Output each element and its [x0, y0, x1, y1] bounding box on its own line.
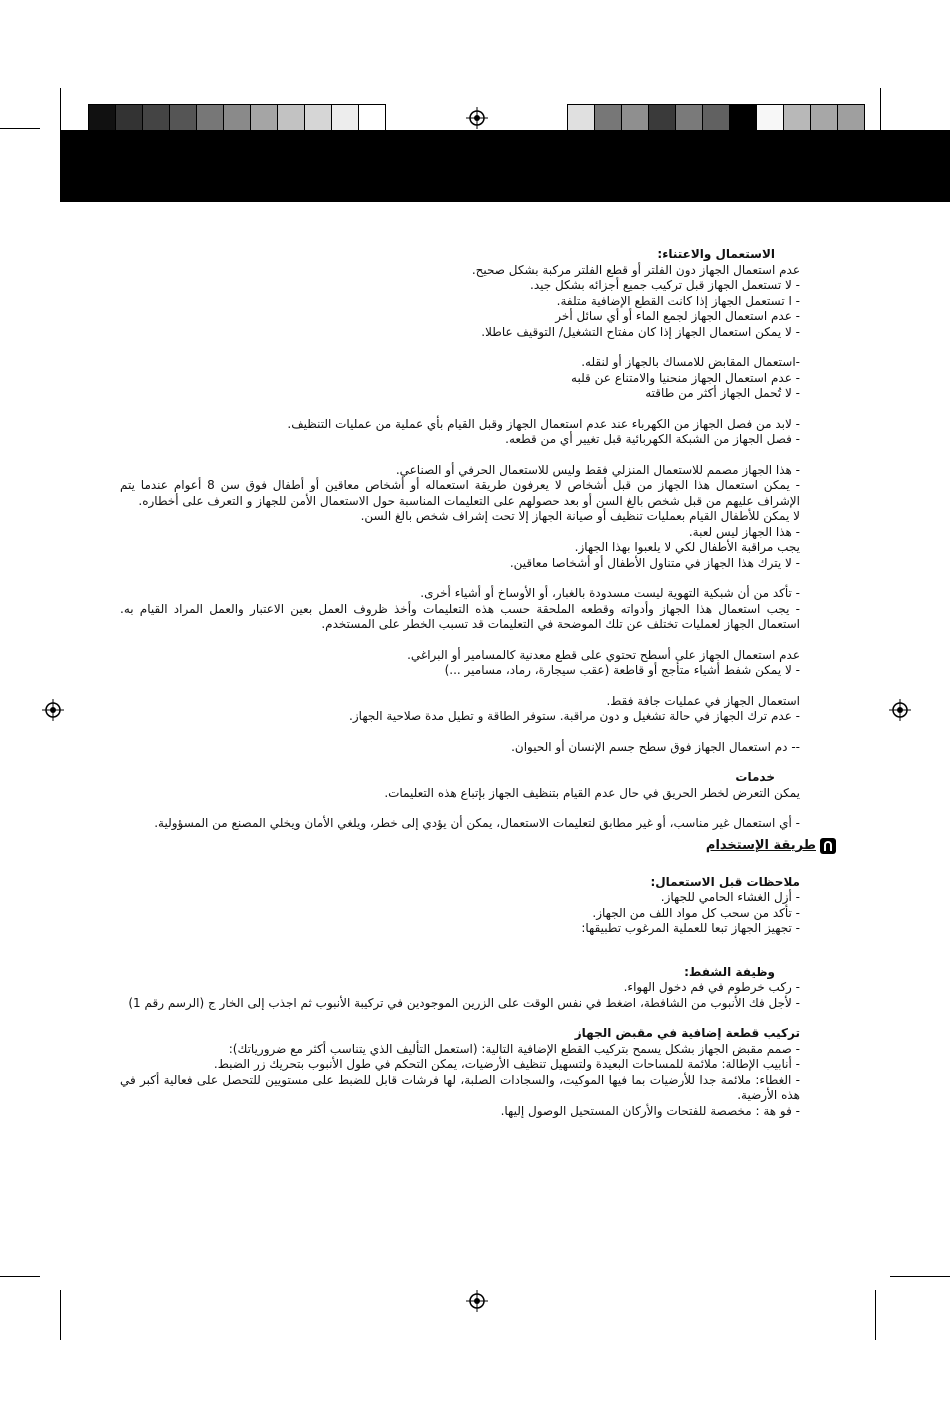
- paragraph: - لا يترك هذا الجهاز في متناول الأطفال أو أشخاصا معاقين.: [509, 555, 800, 570]
- crop-mark: [60, 88, 61, 130]
- paragraph: - فو هة : مخصصة للفتحات والأركان المستحيل الوصول إليها.: [500, 1103, 800, 1118]
- color-swatch: [595, 105, 622, 133]
- paragraph: - لا يمكن استعمال الجهاز إذا كان مفتاح التشغيل/ التوقيف عاطلا.: [481, 324, 800, 339]
- subsection-heading: تركيب قطعة إضافية في مقبض الجهاز: [574, 1026, 800, 1040]
- paragraph: - ركب خرطوم في فم دخول الهواء.: [623, 980, 800, 994]
- crop-mark: [60, 1290, 61, 1340]
- color-swatch: [197, 105, 224, 133]
- section-title: طريقة الإستخدام: [705, 837, 816, 853]
- paragraph: - أزل الغشاء الحامي للجهاز.: [660, 890, 800, 904]
- paragraph: -استعمال المقابض للامساك بالجهاز أو لنقله.: [581, 355, 800, 369]
- document-body: [120, 247, 816, 1119]
- color-swatch: [170, 105, 197, 133]
- color-swatch: [359, 105, 385, 133]
- paragraph: - لا تستعمل الجهاز قبل تركيب جميع أجزائه بشكل جيد.: [530, 278, 800, 292]
- paragraph: - أي استعمال غير مناسب، أو غير مطابق لتعليمات الاستعمال، يمكن أن يؤدي إلى خطر، ويلغي الأمان ويخلي المصنع من المسؤولية.: [154, 816, 800, 830]
- paragraph: - لابد من فصل الجهاز من الكهرباء عند عدم استعمال الجهاز وقبل القيام بأي عملية من عمليات التنظيف.: [287, 416, 800, 431]
- paragraph: - يجب استعمال هذا الجهاز وأدواته وقطعه الملحقة حسب هذه التعليمات وأخذ ظروف العمل بعين الاعتبار والعمل المراد القيام به. استعمال الجهاز لعمليات تختلف عن تلك الموضحة في التعليمات قد تسبب الخطر على المستخدم.: [120, 601, 800, 631]
- color-swatch: [568, 105, 595, 133]
- crop-mark: [0, 1276, 40, 1277]
- crop-mark: [880, 88, 881, 130]
- color-swatch: [143, 105, 170, 133]
- color-swatch: [838, 105, 864, 133]
- subsection-heading: وظيفة الشفط:: [684, 964, 775, 979]
- how-to-use-section: [120, 838, 836, 854]
- crop-mark: [875, 1290, 876, 1340]
- paragraph: - لأجل فك الأنبوب من الشافطة، اضغط في نفس الوقت على الزرين الموجودين في تركيبة الأنبوب ثم اجذب إلى الخار ج (الرسم رقم 1): [128, 995, 800, 1010]
- color-swatch: [757, 105, 784, 133]
- paragraph: - هذا الجهاز ليس لعبة.: [688, 524, 800, 539]
- paragraph: - لا تُحمل الجهاز أكثر من طاقته: [645, 386, 800, 400]
- color-swatch: [703, 105, 730, 133]
- paragraph: - أنابيب الإطالة: ملائمة للمساحات البعيدة ولتسهيل تنظيف الأرضيات، يمكن التحكم في طول الأنبوب بتحريك زر الضبط.: [213, 1057, 800, 1071]
- crop-mark: [890, 1276, 950, 1277]
- registration-mark-icon: [466, 1290, 488, 1312]
- paragraph: عدم استعمال الجهاز دون الفلتر أو قطع الفلتر مركبة بشكل صحيح.: [471, 262, 800, 277]
- color-swatch: [784, 105, 811, 133]
- paragraph: يجب مراقبة الأطفال لكي لا يلعبوا بهذا الجهاز.: [574, 540, 800, 554]
- color-swatch: [305, 105, 332, 133]
- paragraph: - يمكن استعمال هذا الجهاز من قبل أشخاص لا يعرفون طريقة استعماله أو أشخاص معاقين أو أطفال فوق سن 8 أعوام عندما يتم الإشراف عليهم من قبل شخص بالغ السن أو بعد حصولهم على التعليمات المناسبة حول الاستعمال الأمن للجهاز و التعرف على أخطاره.: [120, 478, 801, 508]
- paragraph: - لا يمكن شفط أشياء متأجج أو قاطعة (عقب سيجارة، رماد، مسامير ...): [444, 663, 800, 677]
- color-swatch: [116, 105, 143, 133]
- paragraph: - تجهيز الجهاز تبعا للعملية المرغوب تطبيقها:: [581, 921, 800, 935]
- paragraph: -- دم استعمال الجهاز فوق سطح جسم الإنسان أو الحيوان.: [511, 739, 800, 754]
- color-swatch: [89, 105, 116, 133]
- color-swatch: [730, 105, 757, 133]
- color-swatch: [224, 105, 251, 133]
- paragraph: - تأكد من سحب كل مواد اللف من الجهاز.: [592, 905, 800, 920]
- registration-mark-icon: [466, 107, 488, 129]
- paragraph: - عدم ترك الجهاز في حالة تشغيل و دون مراقبة. ستوفر الطاقة و تطيل مدة صلاحية الجهاز.: [349, 709, 800, 723]
- color-swatch: [622, 105, 649, 133]
- color-swatch: [649, 105, 676, 133]
- section-heading: خدمات: [735, 770, 775, 784]
- subsection-heading: ملاحظات قبل الاستعمال:: [650, 874, 800, 889]
- section-heading: الاستعمال والاعتناء:: [657, 247, 775, 261]
- crop-mark: [0, 128, 40, 129]
- color-swatch: [278, 105, 305, 133]
- registration-mark-icon: [889, 699, 911, 721]
- paragraph: - ا تستعمل الجهاز إذا كانت القطع الإضافية متلفة.: [556, 293, 800, 308]
- paragraph: - الغطاء: ملائمة جدا للأرضيات بما فيها الموكيت، والسجادات الصلبة، لها فرشات قابل للضبط على مستويين للتحصل على فعالية أكبر في هذه الأرضية.: [120, 1072, 800, 1102]
- color-swatch: [676, 105, 703, 133]
- paragraph: - عدم استعمال الجهاز منحنيا والامتناع عن قلبه: [571, 370, 800, 385]
- header-bar: [60, 130, 950, 202]
- color-swatch: [811, 105, 838, 133]
- paragraph: - فصل الجهاز من الشبكة الكهربائية قبل تغيير أي من قطعه.: [505, 432, 800, 446]
- registration-mark-icon: [42, 699, 64, 721]
- paragraph: استعمال الجهاز في عمليات جافة فقط.: [606, 693, 800, 708]
- paragraph: عدم استعمال الجهاز على أسطح تحتوي على قطع معدنية كالمسامير أو البراغي.: [407, 647, 800, 662]
- paragraph: - هذا الجهاز مصمم للاستعمال المنزلي فقط وليس للاستعمال الحرفي أو الصناعي.: [395, 462, 800, 477]
- paragraph: لا يمكن للأطفال القيام بعمليات تنظيف أو صيانة الجهاز إلا تحت إشراف شخص بالغ السن.: [360, 509, 800, 523]
- color-swatch: [332, 105, 359, 133]
- paragraph: - تأكد من أن شبكية التهوية ليست مسدودة بالغبار، أو الأوساخ أو أشياء أخرى.: [420, 586, 800, 600]
- paragraph: يمكن التعرض لخطر الحريق في حال عدم القيام بتنظيف الجهاز بإتباع هذه التعليمات.: [384, 785, 800, 800]
- color-swatch: [251, 105, 278, 133]
- plug-icon: [820, 838, 836, 854]
- paragraph: - عدم استعمال الجهاز لجمع الماء أو أي سائل أخر: [555, 309, 800, 323]
- paragraph: - صمم مقبض الجهاز بشكل يسمح بتركيب القطع الإضافية التالية: (استعمل التأليف الذي يتناسب أكثر مع ضرورياتك):: [228, 1041, 800, 1056]
